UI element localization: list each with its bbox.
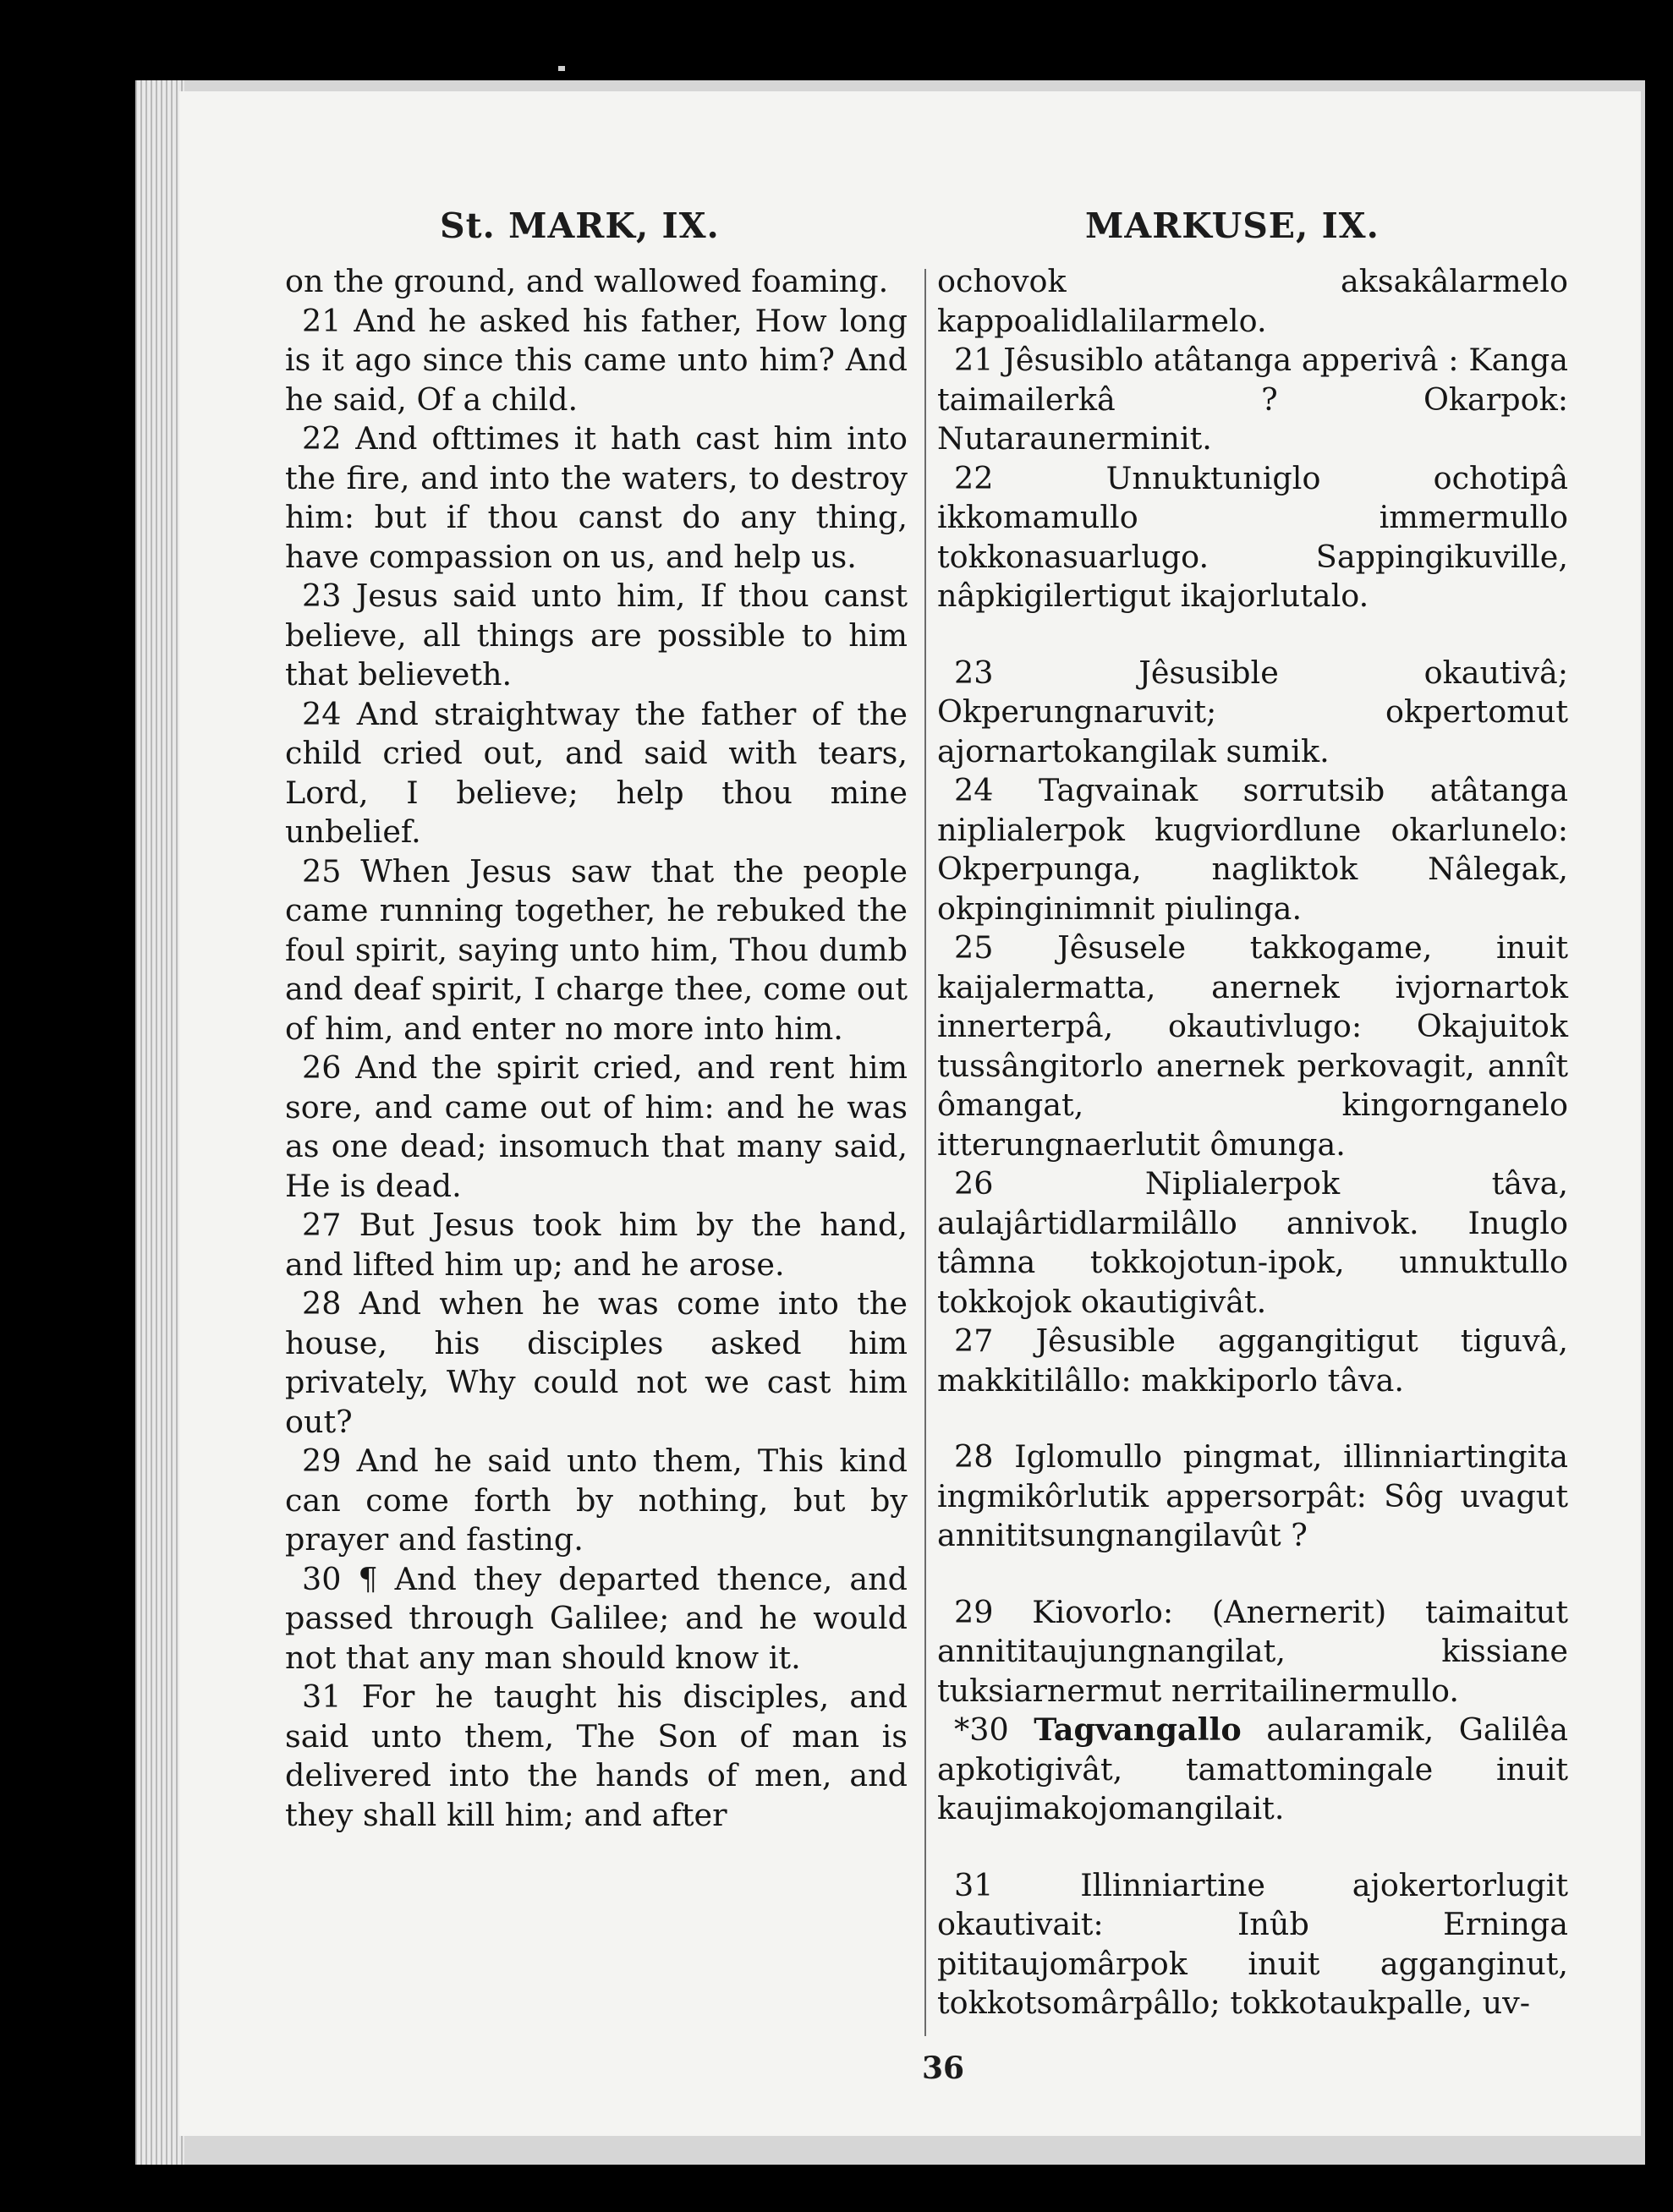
verse-23-english [285,577,908,695]
verse-number: 21 [302,302,342,339]
verse-text: Illinniartine ajokertorlugit okautivait: Inûb Erninga pititaujomârpok inuit agganginut, tokkotsomârpâllo; tokkotaukpalle, uv- [937,1866,1568,2021]
verse-number: 24 [302,695,342,732]
verse-number: 24 [954,772,994,808]
verse-number: 30 ¶ [302,1560,378,1597]
verse-text: And he asked his father, How long is it ago since this came unto him? And he said, Of a child. [285,302,908,418]
verse-number: *30 [954,1711,1009,1748]
running-head-english: St. MARK, IX. [440,205,720,246]
verse-28-inuktitut [937,1437,1568,1556]
verse-text: Iglomullo pingmat, illinniartingita ingmikôrlutik appersorpât: Sôg uvagut annititsungnangilavût ? [937,1438,1568,1553]
verse-31-inuktitut [937,1866,1568,2023]
verse-24-english [285,695,908,852]
verse-number: 23 [302,578,342,614]
verse-number: 23 [954,654,994,691]
verse-31-english [285,1678,908,1835]
verse-number: 21 [954,342,994,378]
running-head-inuktitut: MARKUSE, IX. [1085,205,1380,246]
verse-text: on the ground, and wallowed foaming. [285,263,889,299]
verse-text: And ofttimes it hath cast him into the fire, and into the waters, to destroy him: but if thou canst do any thing, have compassion on us, and help us. [285,420,908,575]
verse-number: 28 [302,1285,342,1322]
verse-30-english [285,1560,908,1678]
verse-26-inuktitut [937,1164,1568,1322]
verse-number: 27 [954,1322,994,1359]
verse-25-english [285,852,908,1049]
verse-25-inuktitut [937,928,1568,1164]
verse-number: 29 [302,1443,342,1479]
verse-21-inuktitut [937,341,1568,459]
verse-text: But Jesus took him by the hand, and lifted him up; and he arose. [285,1207,908,1283]
verse-20-english-cont [285,262,908,302]
verse-text: ochovok aksakâlarmelo kappoalidlalilarmelo. [937,263,1568,339]
verse-number: 31 [302,1678,342,1715]
book-page-edges [135,80,184,2165]
verse-20-inuktitut-cont [937,262,1568,341]
english-column [285,262,908,1835]
verse-21-english [285,302,908,420]
verse-text: And the spirit cried, and rent him sore, and came out of him: and he was as one dead; insomuch that many said, He is dead. [285,1049,908,1204]
verse-26-english [285,1049,908,1206]
verse-text: When Jesus saw that the people came running together, he rebuked the foul spirit, saying unto him, Thou dumb and deaf spirit, I charge thee, come out of him, and enter no more into him. [285,852,908,1047]
verse-22-english [285,419,908,577]
page-scratch-mark [558,66,565,71]
verse-number: 22 [302,420,342,457]
verse-22-inuktitut [937,459,1568,616]
verse-number: 27 [302,1207,342,1243]
verse-text: aularamik, Galilêa apkotigivât, tamattomingale inuit kaujimakojomangilait. [937,1711,1568,1826]
verse-27-inuktitut [937,1322,1568,1400]
verse-text: And when he was come into the house, his disciples asked him privately, Why could not we cast him out? [285,1285,908,1440]
verse-text: Niplialerpok tâva, aulajârtidlarmilâllo annivok. Inuglo tâmna tokkojotun-ipok, unnuktullo tokkojok okautigivât. [937,1165,1568,1320]
verse-text: Jêsusible aggangitigut tiguvâ, makkitilâllo: makkiporlo tâva. [937,1322,1568,1399]
verse-text: And they departed thence, and passed through Galilee; and he would not that any man should know it. [285,1560,908,1676]
verse-text: Kiovorlo: (Anernerit) taimaitut annititaujungnangilat, kissiane tuksiarnermut nerritailinermullo. [937,1593,1568,1709]
verse-text: And he said unto them, This kind can come forth by nothing, but by prayer and fasting. [285,1443,908,1558]
verse-text: And straightway the father of the child cried out, and said with tears, Lord, I believe; help thou mine unbelief. [285,695,908,850]
verse-23-inuktitut [937,654,1568,772]
verse-number: 26 [954,1165,994,1202]
verse-number: 25 [954,929,994,966]
verse-29-english [285,1442,908,1560]
verse-29-inuktitut [937,1593,1568,1711]
verse-text: Jesus said unto him, If thou canst believe, all things are possible to him that believeth. [285,578,908,693]
verse-30-inuktitut [937,1711,1568,1829]
verse-number: 28 [954,1438,994,1475]
verse-24-inuktitut [937,771,1568,928]
verse-28-english [285,1284,908,1442]
verse-text: Jêsusele takkogame, inuit kaijalermatta, anernek ivjornartok innerterpâ, okautivlugo: Okajuitok tussângitorlo anernek perkovagit, annît ômangat, kingornganelo itterungnaerlutit ômunga. [937,929,1568,1163]
verse-number: 26 [302,1049,342,1086]
verse-text: Jêsusible okautivâ; Okperungnaruvit; okpertomut ajornartokangilak sumik. [937,654,1568,769]
page-number: 36 [922,2050,965,2086]
verse-27-english [285,1206,908,1284]
inuktitut-column [937,262,1568,2023]
verse-number: 25 [302,852,342,890]
column-divider [924,269,926,2036]
verse-lead-word: Tagvangallo [1034,1711,1242,1748]
verse-text: Unnuktuniglo ochotipâ ikkomamullo immermullo tokkonasuarlugo. Sappingikuville, nâpkigilertigut ikajorlutalo. [937,459,1568,614]
verse-text: Jêsusiblo atâtanga apperivâ : Kanga taimailerkâ ? Okarpok: Nutaraunerminit. [937,342,1569,457]
verse-number: 31 [954,1866,994,1903]
verse-text: For he taught his disciples, and said unto them, The Son of man is delivered into the hands of men, and they shall kill him; and after [285,1678,908,1833]
verse-text: Tagvainak sorrutsib atâtanga niplialerpok kugviordlune okarlunelo: Okperpunga, nagliktok Nâlegak, okpinginimnit piulinga. [937,772,1568,927]
verse-number: 22 [954,459,994,496]
verse-number: 29 [954,1593,994,1630]
